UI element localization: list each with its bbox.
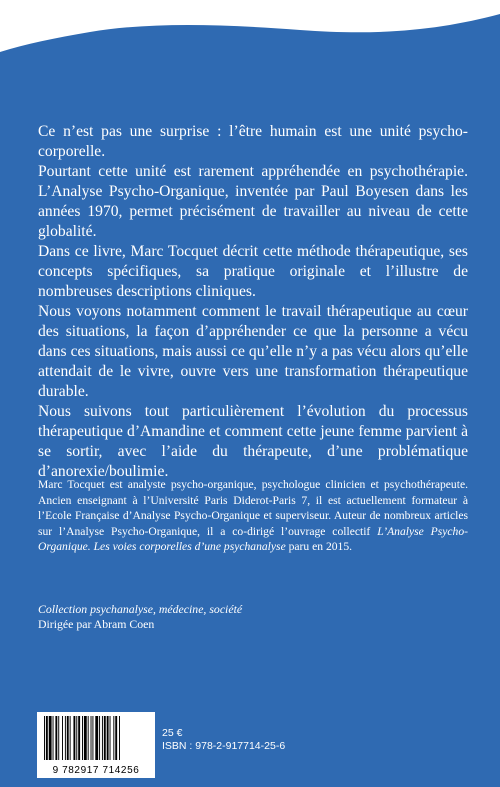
collection-info xyxy=(38,602,468,632)
isbn-number: ISBN : 978-2-917714-25-6 xyxy=(162,740,286,752)
author-bio-book-title: L’Analyse Psycho-Organique. Les voies corporelles d’une psychanalyse xyxy=(38,524,468,554)
price-block xyxy=(162,727,285,753)
author-bio xyxy=(38,477,468,555)
top-wave-decoration xyxy=(0,0,500,60)
collection-director: Dirigée par Abram Coen xyxy=(38,617,155,631)
author-bio-paragraph xyxy=(38,477,468,555)
author-bio-text-end: paru en 2015. xyxy=(285,540,353,554)
blurb-paragraph-5: Nous suivons tout particulièrement l’évolution du processus thérapeutique d’Amandine et comment cette jeune femme parvient à se sortir, avec l’aide du thérapeute, d’une problématique d’anorexie/boulimie. xyxy=(38,403,468,480)
barcode xyxy=(37,712,155,778)
blurb-paragraph-1: Ce n’est pas une surprise : l’être humain est une unité psycho-corporelle. xyxy=(38,123,468,160)
collection-name: Collection psychanalyse, médecine, société xyxy=(38,602,243,616)
author-bio-text: Marc Tocquet est analyste psycho-organique, psychologue clinicien et psychothérapeute. Ancien enseignant à l’Université Paris Diderot-Paris 7, il est actuellement formateur à l’Ecole Française d’Analyse Psycho-Organique et superviseur. Auteur de nombreux articles sur l’Analyse Psycho-Organique, il a co-dirigé l’ouvrage collectif xyxy=(38,478,468,538)
barcode-digits: 9 782917 714256 xyxy=(52,765,140,776)
blurb-paragraph-4: Nous voyons notamment comment le travail thérapeutique au cœur des situations, la façon d’appréhender ce que la personne a vécu dans ces situations, mais aussi ce qu’elle n’y a pas vécu alors qu’elle attendait de le vivre, ouvre vers une transformation thérapeutique durable. xyxy=(38,303,468,400)
barcode-bars xyxy=(43,716,149,762)
price-amount: 25 € xyxy=(162,727,183,739)
blurb-paragraph-2: Pourtant cette unité est rarement appréhendée en psychothérapie. L’Analyse Psycho-Organique, inventée par Paul Boyesen dans les années 1970, permet précisément de travailler au niveau de cette globalité. xyxy=(38,163,468,240)
blurb-paragraph-3: Dans ce livre, Marc Tocquet décrit cette méthode thérapeutique, ses concepts spécifiques, sa pratique originale et l’illustre de nombreuses descriptions cliniques. xyxy=(38,243,468,300)
back-cover-blurb xyxy=(38,122,468,482)
